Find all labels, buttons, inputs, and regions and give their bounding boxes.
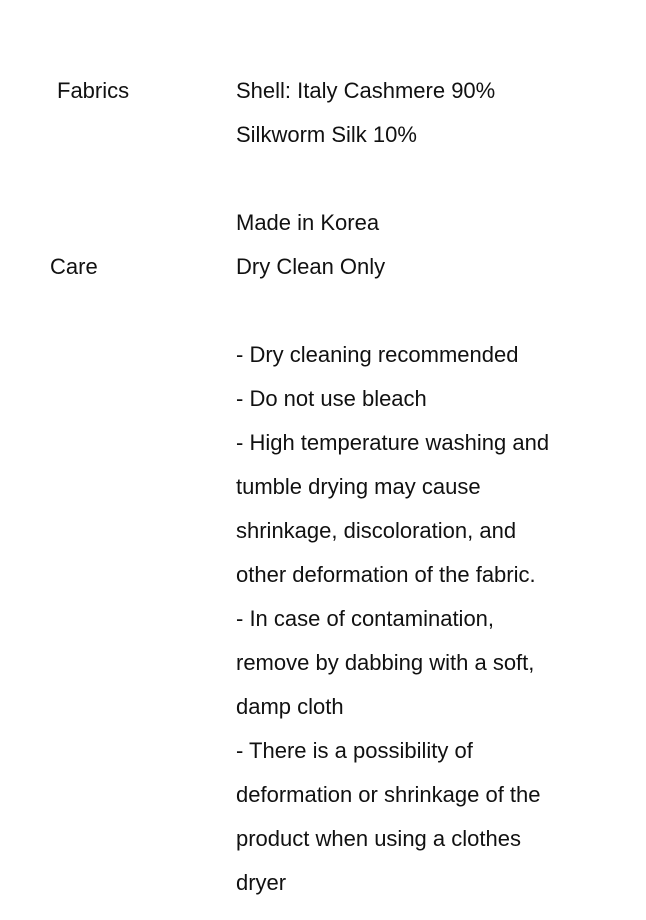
care-instruction-line: tumble drying may cause xyxy=(236,474,481,499)
fabric-silk-line: Silkworm Silk 10% xyxy=(236,122,417,147)
origin-line: Made in Korea xyxy=(236,210,380,235)
fabric-shell-line: Shell: Italy Cashmere 90% xyxy=(236,78,496,103)
care-instruction-line: product when using a clothes xyxy=(236,826,521,851)
care-instruction-line: other deformation of the fabric. xyxy=(236,562,536,587)
care-spacer xyxy=(236,289,636,333)
care-instruction-line: - In case of contamination, xyxy=(236,606,495,631)
care-instruction-line: dryer xyxy=(236,870,287,895)
care-summary-line: Dry Clean Only xyxy=(236,254,386,279)
care-instruction-line: - There is a possibility of xyxy=(236,738,473,763)
care-instruction-line: - High temperature washing and xyxy=(236,430,550,455)
care-instruction-line: deformation or shrinkage of the xyxy=(236,782,541,807)
care-instruction-line: - Dry cleaning recommended xyxy=(236,342,519,367)
care-instruction-line: remove by dabbing with a soft, xyxy=(236,650,535,675)
care-instruction-line: damp cloth xyxy=(236,694,344,719)
details-column xyxy=(236,69,636,905)
fabrics-label: Fabrics xyxy=(57,78,130,103)
care-instruction-line: shrinkage, discoloration, and xyxy=(236,518,517,543)
care-label: Care xyxy=(50,254,98,279)
fabric-spacer xyxy=(236,157,636,201)
care-instruction-line: - Do not use bleach xyxy=(236,386,427,411)
